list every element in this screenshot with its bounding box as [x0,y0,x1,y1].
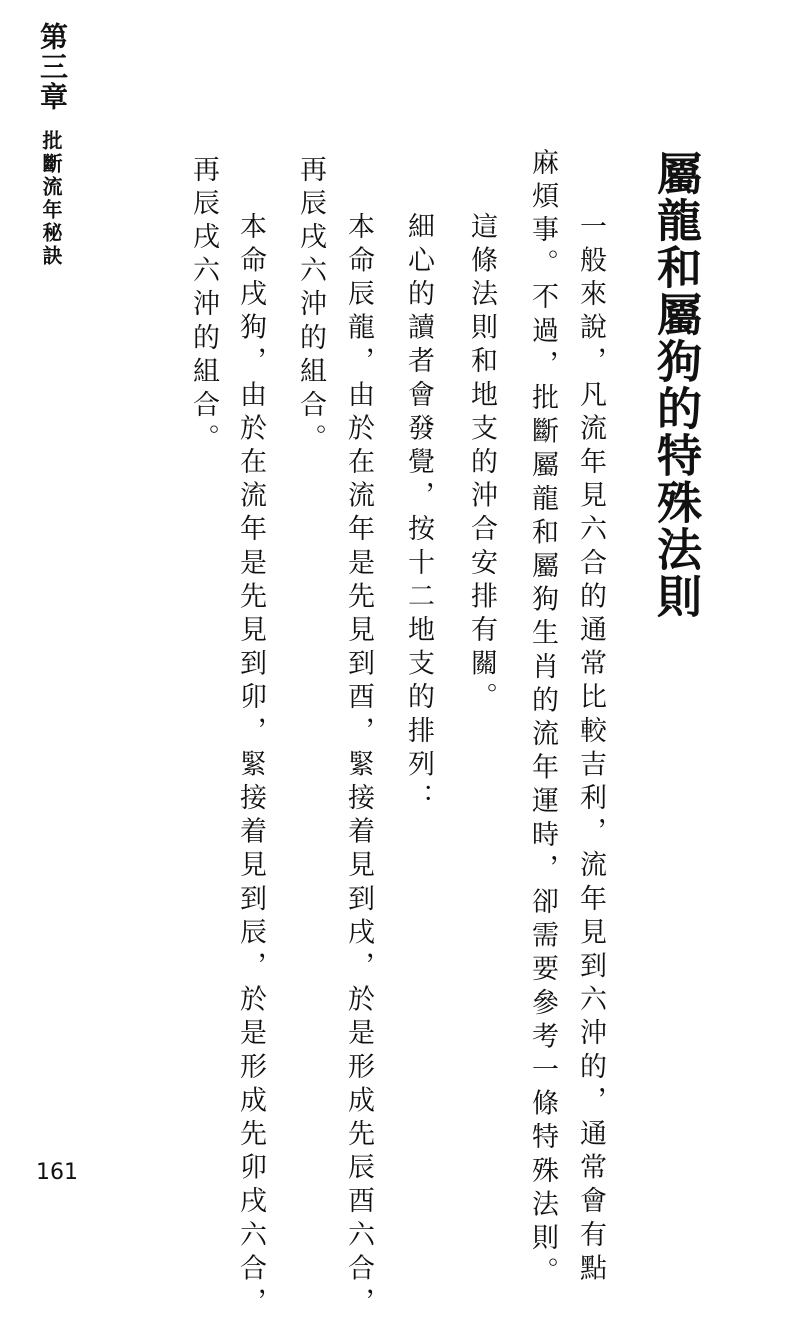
text-column-1: 一般來說，凡流年見六合的通常比較吉利，流年見到六沖的，通常會有點 [575,212,606,1288]
text-column-6: 再辰戌六沖的組合。 [295,155,326,458]
text-column-4: 細心的讀者會發覺，按十二地支的排列： [403,212,434,817]
text-column-7: 本命戌狗，由於在流年是先見到卯，緊接着見到辰，於是形成先卯戌六合， [235,212,266,1321]
text-column-8: 再辰戌六沖的組合。 [188,155,219,458]
text-column-5: 本命辰龍，由於在流年是先見到酉，緊接着見到戌，於是形成先辰酉六合， [343,212,374,1321]
text-column-2: 麻煩事。不過，批斷屬龍和屬狗生肖的流年運時，卻需要參考一條特殊法則。 [527,148,558,1291]
page-number: 161 [36,1160,78,1185]
page-title: 屬龍和屬狗的特殊法則 [649,150,702,620]
text-column-3: 這條法則和地支的沖合安排有關。 [466,212,497,716]
section-heading: 批斷流年秘訣 [39,130,63,268]
chapter-heading: 第三章 [36,22,69,112]
